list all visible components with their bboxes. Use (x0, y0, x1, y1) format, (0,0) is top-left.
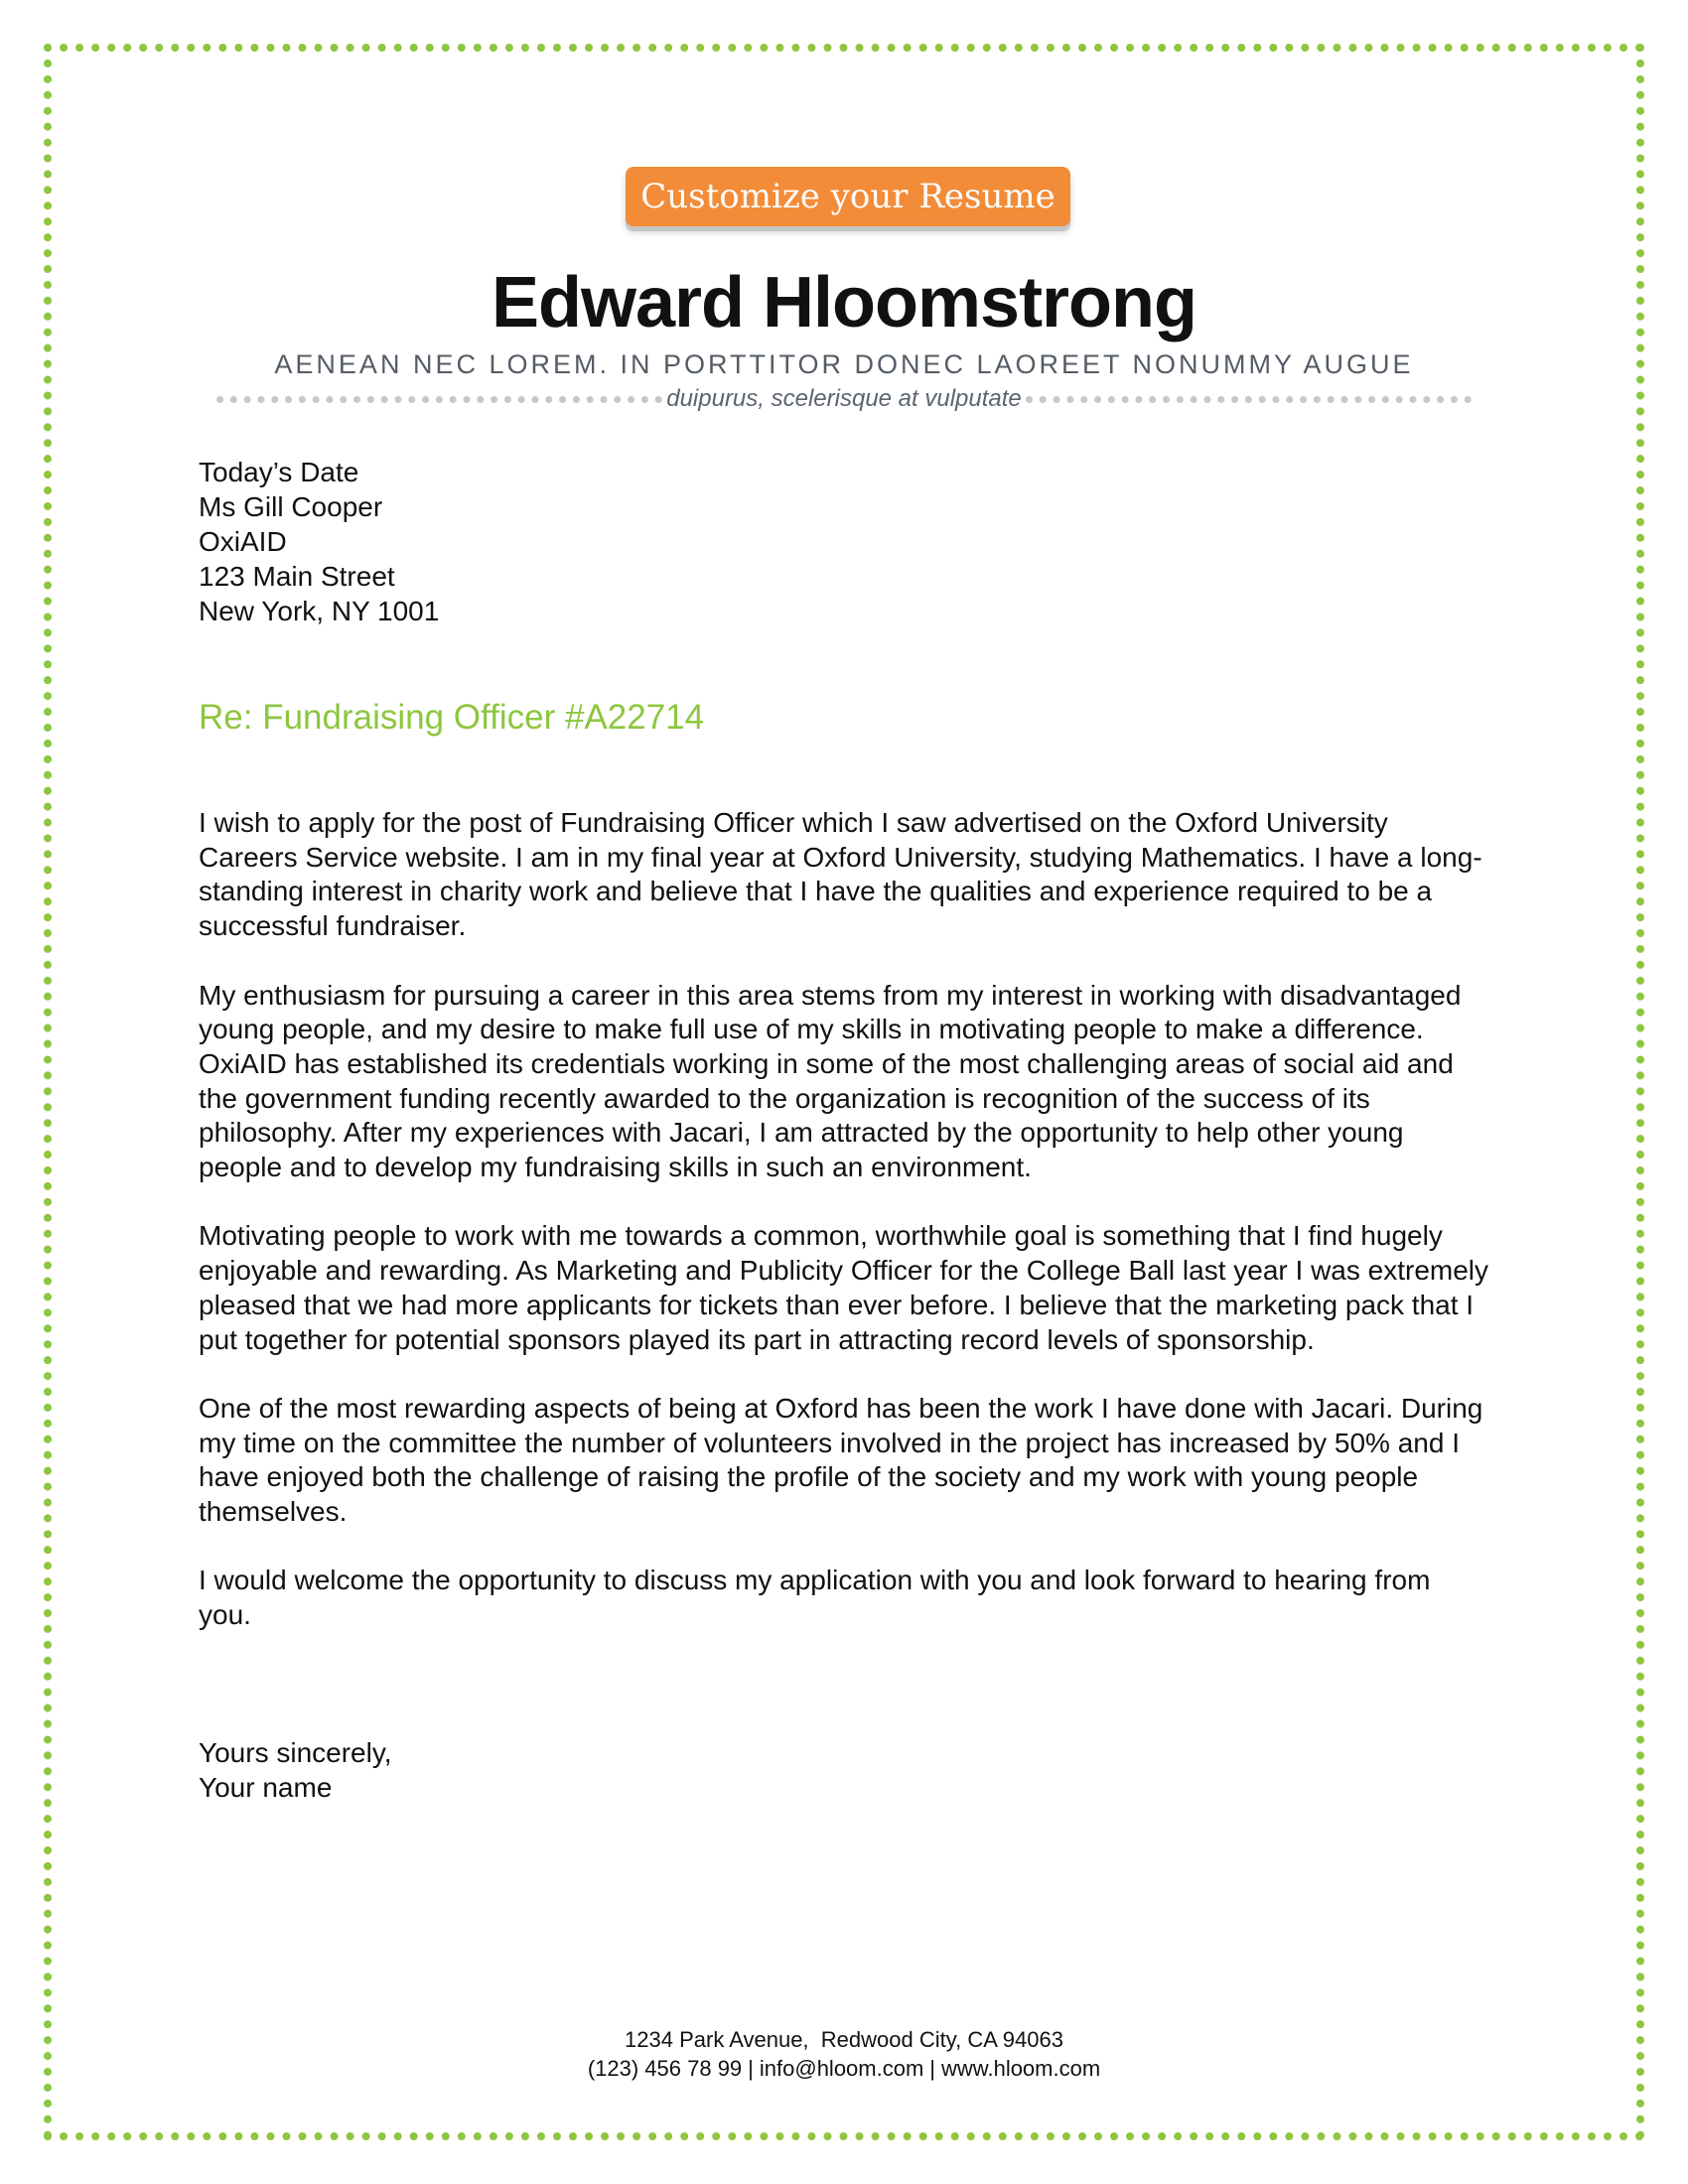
footer-separator: | (929, 2056, 936, 2081)
tagline: AENEAN NEC LOREM. IN PORTTITOR DONEC LAOREET NONUMMY AUGUE (274, 349, 1414, 379)
footer-phone: (123) 456 78 99 (587, 2056, 743, 2081)
letter-date: Today’s Date (199, 457, 359, 487)
footer (0, 2025, 1688, 2083)
paragraph: My enthusiasm for pursuing a career in this area stems from my interest in working with disadvantaged young people, and my desire to make full use of my skills in motivating people to make a difference. OxiAID has established its credentials working in some of the most challenging areas of social aid and the government funding recently awarded to the organization is recognition of the success of its philosophy. After my experiences with Jacari, I am attracted by the opportunity to help other young people and to develop my fundraising skills in such an environment. (199, 979, 1462, 1183)
divider-right (1026, 396, 1472, 403)
recipient-address (199, 455, 439, 628)
divider-left (216, 396, 662, 403)
subtagline-divider (216, 383, 1472, 415)
recipient-company: OxiAID (199, 526, 287, 557)
subtagline: duipurus, scelerisque at vulputate (666, 385, 1022, 412)
subject-line: Re: Fundraising Officer #A22714 (199, 698, 705, 737)
recipient-name: Ms Gill Cooper (199, 491, 383, 522)
letter-body (199, 806, 1489, 1668)
paragraph: I wish to apply for the post of Fundraising Officer which I saw advertised on the Oxford University Careers Service website. I am in my final year at Oxford University, studying Mathematics. I have a long-standing interest in charity work and believe that I have the qualities and experience required to be a successful fundraiser. (199, 807, 1482, 942)
salutation: Yours sincerely, (199, 1737, 392, 1768)
footer-contact (0, 2054, 1688, 2083)
paragraph: Motivating people to work with me towards a common, worthwhile goal is something that I find hugely enjoyable and rewarding. As Marketing and Publicity Officer for the College Ball last year I was extremely pleased that we had more applicants for tickets than ever before. I believe that the marketing pack that I put together for potential sponsors played its part in attracting record levels of sponsorship. (199, 1220, 1489, 1355)
signature: Your name (199, 1772, 333, 1803)
paragraph: I would welcome the opportunity to discuss my application with you and look forward to hearing from you. (199, 1565, 1431, 1631)
paragraph: One of the most rewarding aspects of being at Oxford has been the work I have done with Jacari. During my time on the committee the number of volunteers involved in the project has increased by 50% and I have enjoyed both the challenge of raising the profile of the society and my work with young people themselves. (199, 1392, 1483, 1528)
recipient-street: 123 Main Street (199, 561, 395, 592)
customize-resume-button[interactable]: Customize your Resume (626, 167, 1070, 226)
recipient-city: New York, NY 1001 (199, 596, 440, 626)
footer-website[interactable]: www.hloom.com (941, 2056, 1101, 2081)
applicant-name: Edward Hloomstrong (491, 263, 1196, 342)
footer-separator: | (748, 2056, 754, 2081)
footer-email[interactable]: info@hloom.com (759, 2056, 924, 2081)
footer-address: 1234 Park Avenue, Redwood City, CA 94063 (625, 2027, 1063, 2052)
letter-closing (199, 1735, 392, 1805)
